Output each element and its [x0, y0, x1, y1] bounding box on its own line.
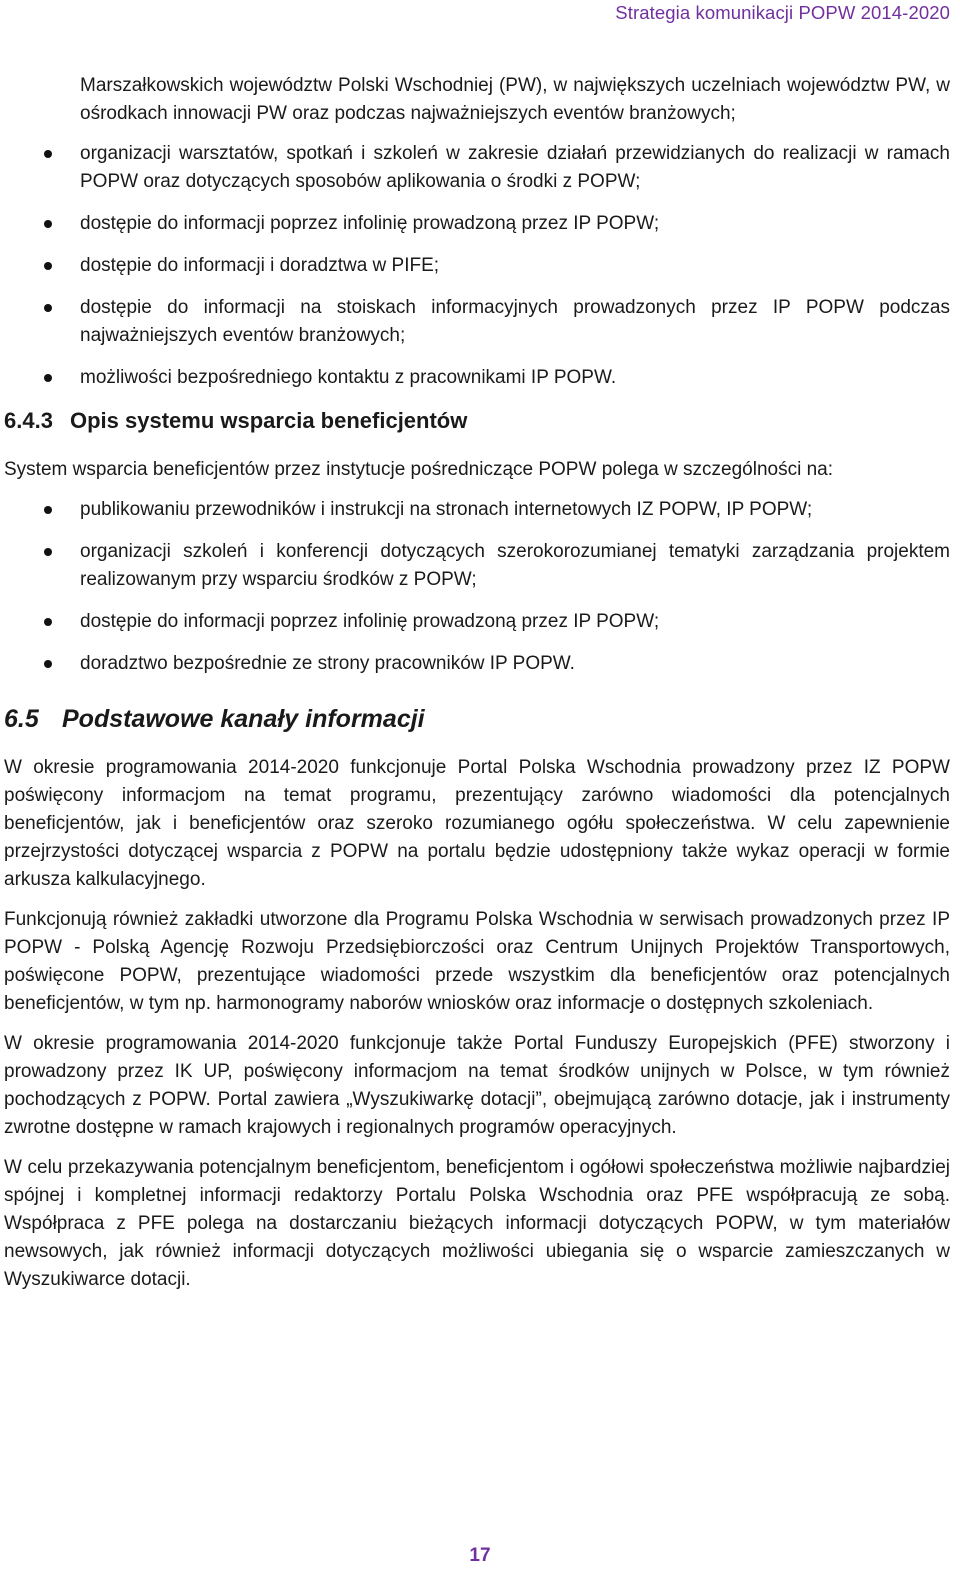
page-content [4, 72, 950, 1306]
list-item: organizacji szkoleń i konferencji dotyczących szerokorozumianej tematyki zarządzania projektem realizowanym przy wsparciu środków z POPW; [4, 538, 950, 594]
paragraph: W okresie programowania 2014-2020 funkcjonuje także Portal Funduszy Europejskich (PFE) stworzony i prowadzony przez IK UP, poświęcony informacjom na temat środków unijnych w Polsce, w tym również pochodzących z POPW. Portal zawiera „Wyszukiwarkę dotacji”, obejmującą zarówno dotacje, jak i instrumenty zwrotne dostępne w ramach krajowych i regionalnych programów operacyjnych. [4, 1033, 950, 1138]
section-title: Opis systemu wsparcia beneficjentów [70, 408, 468, 433]
list-item: publikowaniu przewodników i instrukcji na stronach internetowych IZ POPW, IP POPW; [4, 496, 950, 524]
list-item: dostępie do informacji poprzez infolinię prowadzoną przez IP POPW; [4, 210, 950, 238]
list-item: organizacji warsztatów, spotkań i szkoleń w zakresie działań przewidzianych do realizacji w ramach POPW oraz dotyczących sposobów aplikowania o środki z POPW; [4, 140, 950, 196]
list-item: możliwości bezpośredniego kontaktu z pracownikami IP POPW. [4, 364, 950, 392]
section-heading-6-4-3 [4, 406, 950, 436]
section-number: 6.4.3 [4, 408, 53, 433]
bullet-list-1 [4, 140, 950, 392]
list-continuation: Marszałkowskich województw Polski Wschodniej (PW), w największych uczelniach województw PW, w ośrodkach innowacji PW oraz podczas najważniejszych eventów branżowych; [80, 75, 950, 124]
list-item: dostępie do informacji i doradztwa w PIFE; [4, 252, 950, 280]
paragraph: W okresie programowania 2014-2020 funkcjonuje Portal Polska Wschodnia prowadzony przez IZ POPW poświęcony informacjom na temat programu, prezentujący zarówno wiadomości dla potencjalnych beneficjentów, jak i beneficjentów oraz szeroko rozumianego ogółu społeczeństwa. W celu zapewnienie przejrzystości dotyczącej wsparcia z POPW na portalu będzie udostępniony także wykaz operacji w formie arkusza kalkulacyjnego. [4, 757, 950, 890]
list-item: dostępie do informacji na stoiskach informacyjnych prowadzonych przez IP POPW podczas najważniejszych eventów branżowych; [4, 294, 950, 350]
section-intro: System wsparcia beneficjentów przez instytucje pośredniczące POPW polega w szczególności na: [4, 459, 833, 480]
section-title: Podstawowe kanały informacji [62, 705, 425, 733]
page-number: 17 [469, 1545, 491, 1566]
list-item: dostępie do informacji poprzez infolinię prowadzoną przez IP POPW; [4, 608, 950, 636]
bullet-list-2 [4, 496, 950, 678]
section-number: 6.5 [4, 705, 39, 733]
section-heading-6-5 [4, 702, 950, 736]
list-item: doradztwo bezpośrednie ze strony pracowników IP POPW. [4, 650, 950, 678]
paragraph: Funkcjonują również zakładki utworzone dla Programu Polska Wschodnia w serwisach prowadzonych przez IP POPW - Polską Agencję Rozwoju Przedsiębiorczości oraz Centrum Unijnych Projektów Transportowych, poświęcone POPW, prezentujące wiadomości przede wszystkim dla beneficjentów oraz potencjalnych beneficjentów, w tym np. harmonogramy naborów wniosków oraz informacje o dostępnych szkoleniach. [4, 909, 950, 1014]
paragraph: W celu przekazywania potencjalnym beneficjentom, beneficjentom i ogółowi społeczeństwa możliwie najbardziej spójnej i kompletnej informacji redaktorzy Portalu Polska Wschodnia oraz PFE współpracują ze sobą. Współpraca z PFE polega na dostarczaniu bieżących informacji dotyczących POPW, w tym materiałów newsowych, jak również informacji dotyczących możliwości ubiegania się o wsparcie zamieszczanych w Wyszukiwarce dotacji. [4, 1157, 950, 1290]
running-header: Strategia komunikacji POPW 2014-2020 [615, 2, 950, 23]
